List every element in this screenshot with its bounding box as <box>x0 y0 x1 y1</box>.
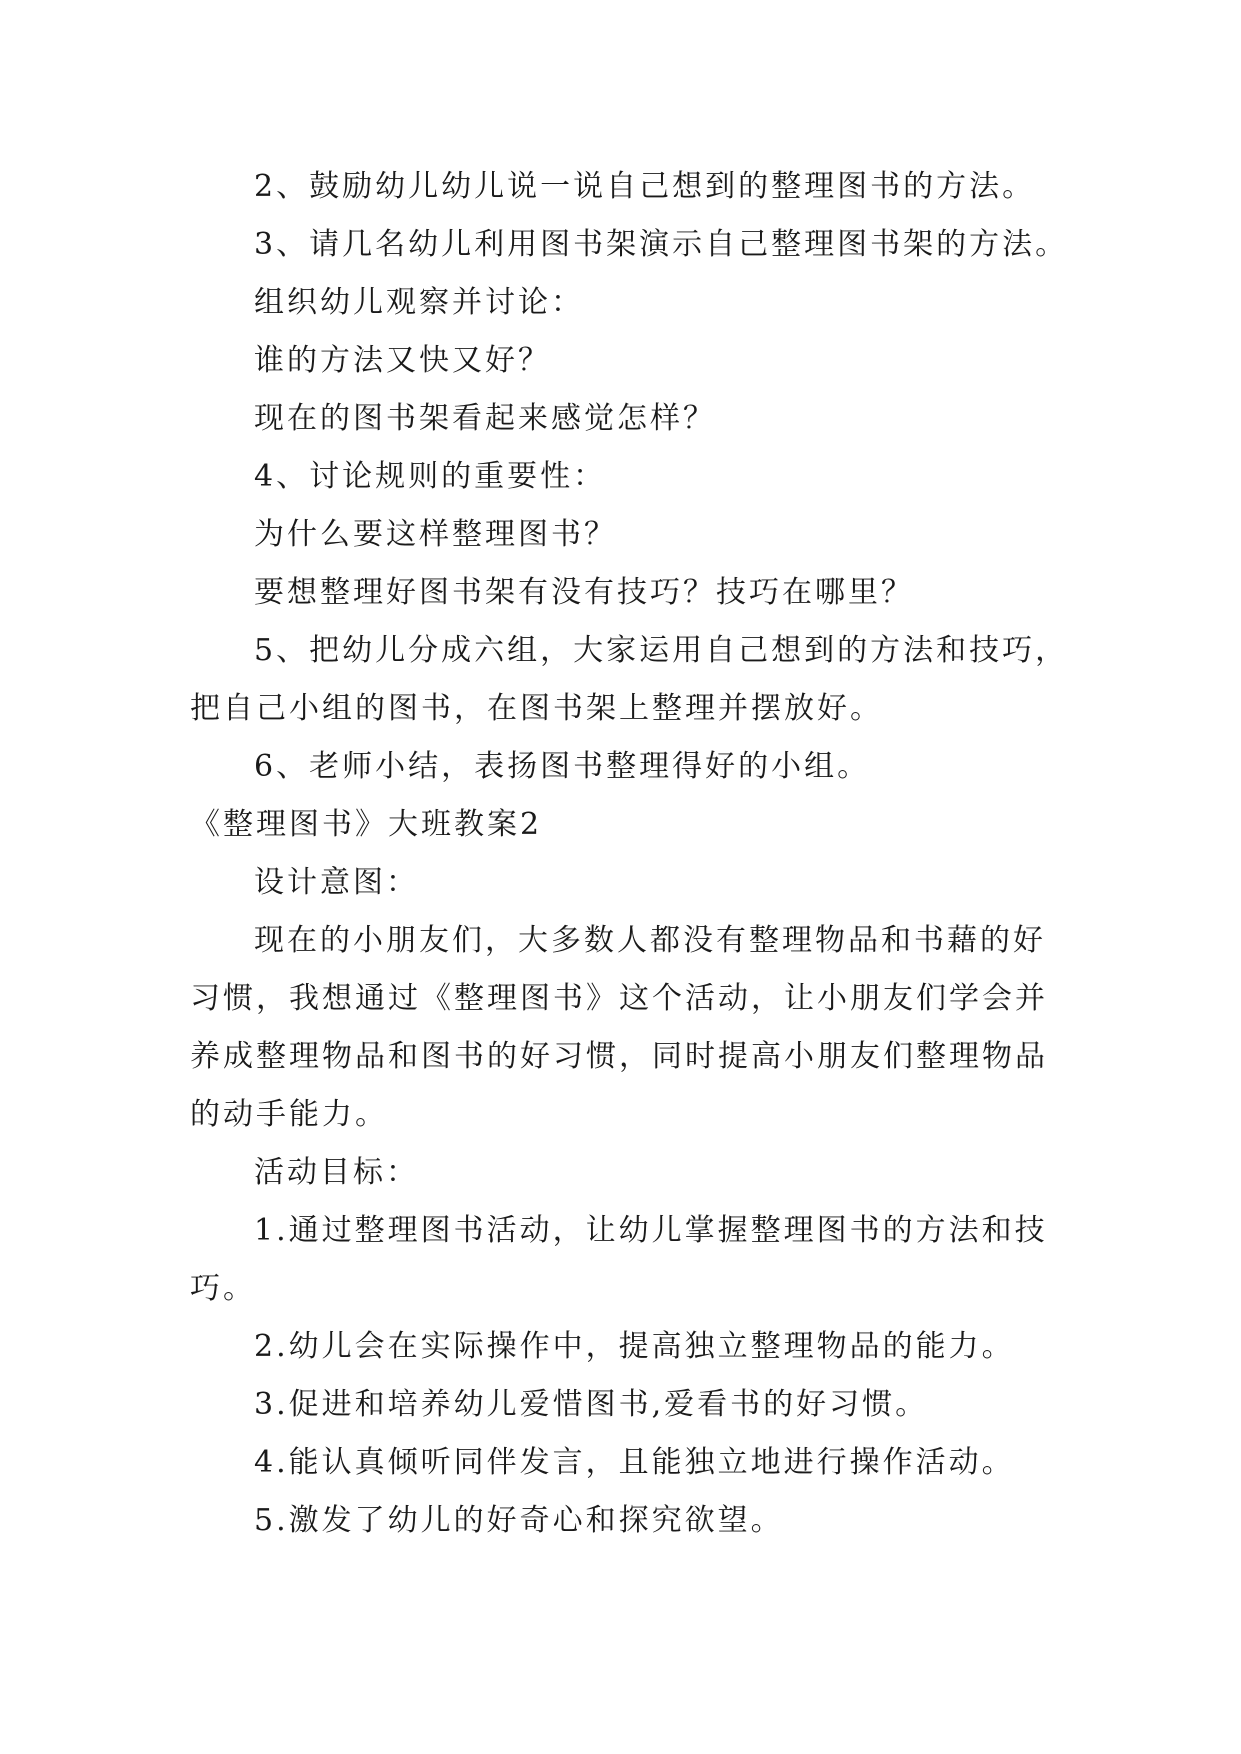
paragraph: 3.促进和培养幼儿爱惜图书,爱看书的好习惯。 <box>254 1387 929 1422</box>
paragraph: 组织幼儿观察并讨论： <box>254 285 584 320</box>
paragraph: 设计意图： <box>254 865 419 900</box>
paragraph: 1.通过整理图书活动，让幼儿掌握整理图书的方法和技巧。 <box>190 1213 1048 1306</box>
paragraph: 现在的图书架看起来感觉怎样？ <box>254 401 716 436</box>
paragraph: 5、把幼儿分成六组，大家运用自己想到的方法和技巧，把自己小组的图书，在图书架上整理并摆放好。 <box>190 633 1069 726</box>
paragraph: 6、老师小结，表扬图书整理得好的小组。 <box>254 749 871 784</box>
paragraph: 活动目标： <box>254 1155 419 1190</box>
paragraph: 4.能认真倾听同伴发言，且能独立地进行操作活动。 <box>254 1445 1015 1480</box>
paragraph: 2、鼓励幼儿幼儿说一说自己想到的整理图书的方法。 <box>254 169 1036 204</box>
paragraph: 现在的小朋友们，大多数人都没有整理物品和书藉的好习惯，我想通过《整理图书》这个活动，让小朋友们学会并养成整理物品和图书的好习惯，同时提高小朋友们整理物品的动手能力。 <box>190 923 1048 1132</box>
paragraph: 2.幼儿会在实际操作中，提高独立整理物品的能力。 <box>254 1329 1015 1364</box>
paragraph: 5.激发了幼儿的好奇心和探究欲望。 <box>254 1503 784 1538</box>
section-heading: 《整理图书》大班教案2 <box>190 807 543 842</box>
paragraph: 4、讨论规则的重要性： <box>254 459 607 494</box>
paragraph: 3、请几名幼儿利用图书架演示自己整理图书架的方法。 <box>254 227 1069 262</box>
document-body <box>190 158 1070 1550</box>
paragraph: 要想整理好图书架有没有技巧？技巧在哪里？ <box>254 575 914 610</box>
paragraph: 谁的方法又快又好？ <box>254 343 551 378</box>
paragraph: 为什么要这样整理图书？ <box>254 517 617 552</box>
